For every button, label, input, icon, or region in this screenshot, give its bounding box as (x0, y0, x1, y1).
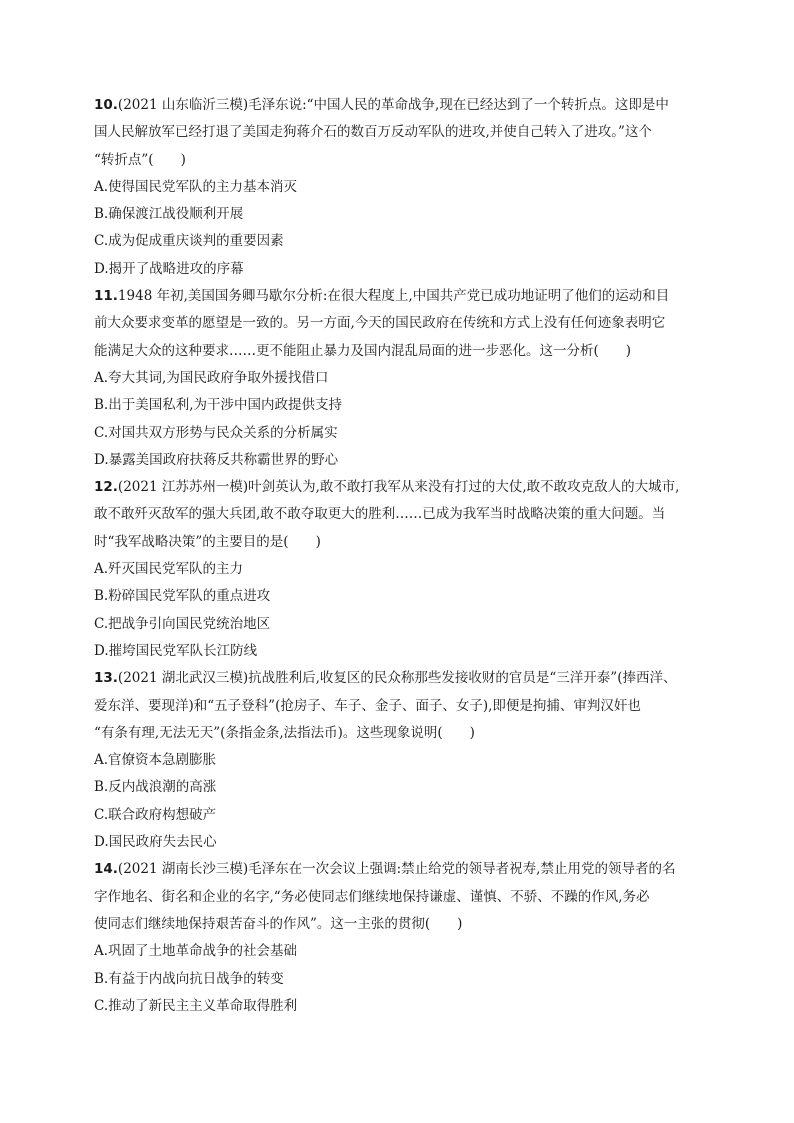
question-stem-line: 前大众要求变革的愿望是一致的。另一方面,今天的国民政府在传统和方式上没有任何迹象表明它 (94, 315, 666, 332)
stem-text: (2021 山东临沂三模)毛泽东说:“中国人民的革命战争,现在已经达到了一个转折点。这即是中 (117, 97, 669, 113)
option-a: A.夸大其词,为国民政府争取外援找借口 (94, 369, 329, 386)
option-d: D.暴露美国政府扶蒋反共称霸世界的野心 (94, 451, 339, 468)
option-c: C.对国共双方形势与民众关系的分析属实 (94, 424, 338, 441)
stem-text: (2021 湖南长沙三模)毛泽东在一次会议上强调:禁止给党的领导者祝寿,禁止用党的领导者的名 (117, 861, 676, 878)
question-stem-line: 使同志们继续地保持艰苦奋斗的作风”。这一主张的贯彻( ) (94, 915, 463, 932)
option-b: B.有益于内战向抗日战争的转变 (94, 970, 284, 987)
option-b: B.反内战浪潮的高涨 (94, 779, 217, 796)
option-a: A.巩固了土地革命战争的社会基础 (94, 943, 298, 960)
question-10 (94, 92, 714, 283)
question-12 (94, 474, 714, 665)
option-c: C.把战争引向国民党统治地区 (94, 615, 271, 632)
question-number: 14. (94, 861, 118, 878)
stem-text: (2021 湖北武汉三模)抗战胜利后,收复区的民众称那些发接收财的官员是“三洋开泰”(捧西洋、 (117, 670, 677, 687)
option-c: C.成为促成重庆谈判的重要因素 (94, 233, 284, 250)
question-14 (94, 856, 714, 1020)
stem-text: (2021 江苏苏州一模)叶剑英认为,敢不敢打我军从来没有打过的大仗,敢不敢攻克敌人的大城市, (117, 479, 680, 496)
question-stem-line (94, 92, 714, 119)
option-d: D.揭开了战略进攻的序幕 (94, 260, 244, 277)
question-stem-line: “有条有理,无法无天”(条指金条,法指法币)。这些现象说明( ) (94, 724, 475, 741)
question-stem-line: 敢不敢歼灭敌军的强大兵团,敢不敢夺取更大的胜利……已成为我军当时战略决策的重大问题。当 (94, 506, 666, 523)
question-number: 13. (94, 670, 118, 687)
question-13 (94, 665, 714, 856)
question-number: 10. (94, 97, 118, 113)
question-stem-line: 时“我军战略决策”的主要目的是( ) (94, 533, 321, 550)
question-number: 12. (94, 479, 118, 496)
question-list (94, 92, 714, 1020)
question-stem-line: 字作地名、街名和企业的名字,“务必使同志们继续地保持谦虚、谨慎、不骄、不躁的作风,务必 (94, 888, 650, 905)
question-stem-line (94, 665, 714, 692)
question-stem-line (94, 474, 714, 501)
option-c: C.推动了新民主主义革命取得胜利 (94, 997, 298, 1014)
option-b: B.粉碎国民党军队的重点进攻 (94, 588, 271, 605)
option-b: B.确保渡江战役顺利开展 (94, 206, 244, 223)
option-a: A.官僚资本急剧膨胀 (94, 752, 217, 769)
option-d: D.摧垮国民党军队长江防线 (94, 642, 258, 659)
question-number: 11. (94, 288, 118, 305)
stem-text: 1948 年初,美国国务卿马歇尔分析:在很大程度上,中国共产党已成功地证明了他们的运动和目 (117, 288, 670, 305)
option-d: D.国民政府失去民心 (94, 834, 217, 851)
question-stem-line: 国人民解放军已经打退了美国走狗蒋介石的数百万反动军队的进攻,并使自己转入了进攻。”这个 (94, 124, 652, 141)
question-stem-line: 能满足大众的这种要求……更不能阻止暴力及国内混乱局面的进一步恶化。这一分析( ) (94, 342, 632, 359)
question-stem-line: “转折点”( ) (94, 151, 186, 168)
question-stem-line (94, 283, 714, 310)
question-stem-line: 爱东洋、要现洋)和“五子登科”(抢房子、车子、金子、面子、女子),即便是拘捕、审判汉奸也 (94, 697, 641, 714)
question-11 (94, 283, 714, 474)
option-a: A.使得国民党军队的主力基本消灭 (94, 178, 298, 195)
option-a: A.歼灭国民党军队的主力 (94, 561, 244, 578)
option-c: C.联合政府构想破产 (94, 806, 217, 823)
question-stem-line (94, 856, 714, 883)
option-b: B.出于美国私利,为干涉中国内政提供支持 (94, 397, 343, 414)
